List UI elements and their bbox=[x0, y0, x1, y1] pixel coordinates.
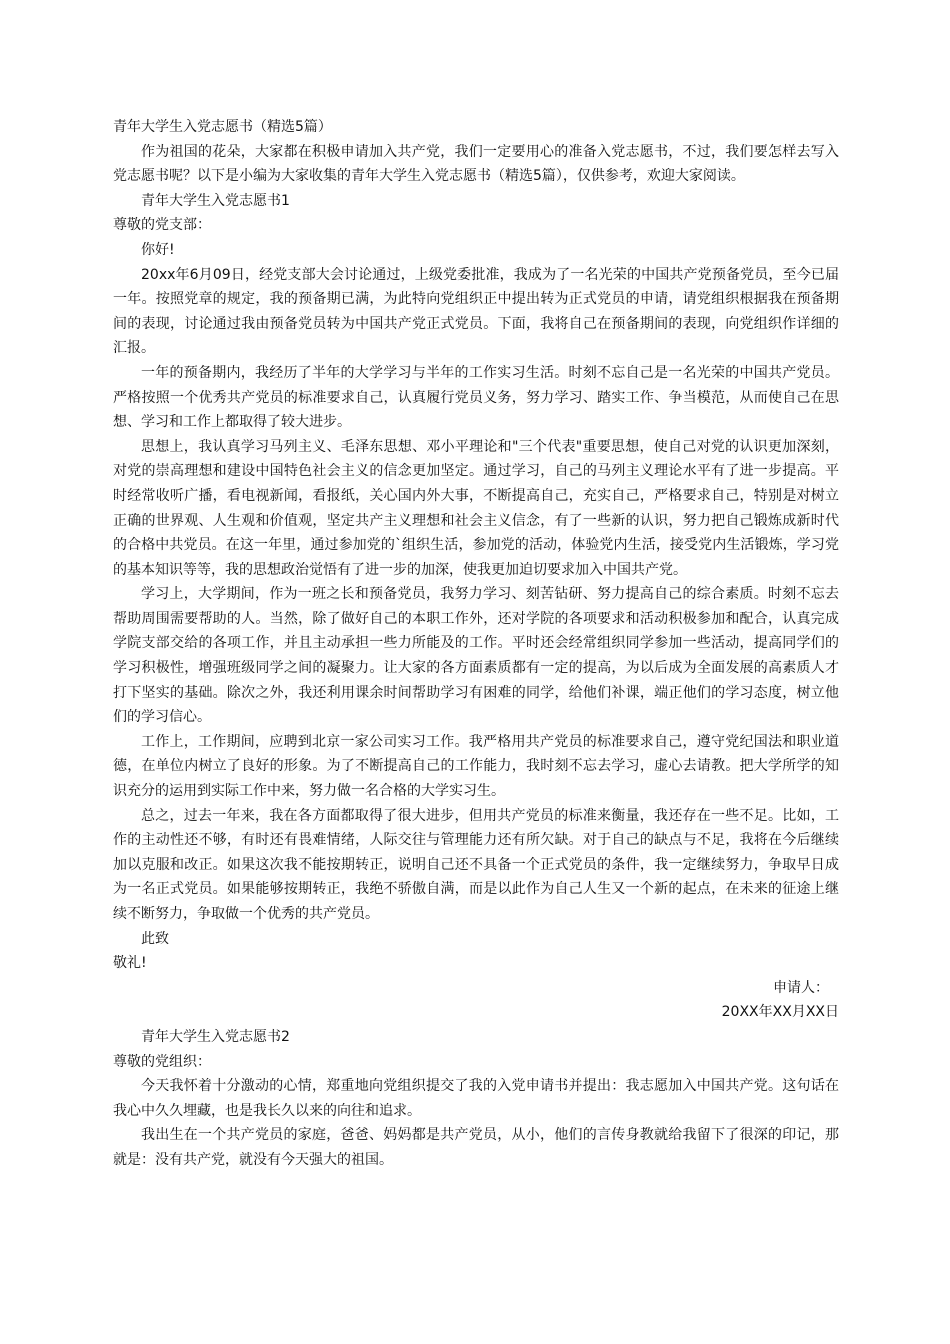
letter2-salutation: 尊敬的党组织： bbox=[113, 1053, 211, 1070]
letter1-heading: 青年大学生入党志愿书1 bbox=[141, 192, 290, 209]
document-body bbox=[113, 115, 839, 1173]
letter1-paragraph: 学习上，大学期间，作为一班之长和预备党员，我努力学习、刻苦钻研、努力提高自己的综合素质。时刻不忘去帮助周围需要帮助的人。当然，除了做好自己的本职工作外，还对学院的各项要求和活动积极参加和配合，认真完成学院支部交给的各项工作，并且主动承担一些力所能及的工作。平时还会经常组织同学参加一些活动，提高同学们的学习积极性，增强班级同学之间的凝聚力。让大家的各方面素质都有一定的提高，为以后成为全面发展的高素质人才打下坚实的基础。除次之外，我还利用课余时间帮助学习有困难的同学，给他们补课，端正他们的学习态度，树立他们的学习信心。 bbox=[113, 586, 839, 726]
letter2-heading: 青年大学生入党志愿书2 bbox=[141, 1028, 290, 1045]
letter1-greeting: 你好! bbox=[141, 241, 175, 258]
letter1-paragraph: 20xx年6月09日，经党支部大会讨论通过，上级党委批准，我成为了一名光荣的中国共产党预备党员，至今已届一年。按照党章的规定，我的预备期已满，为此特向党组织正中提出转为正式党员的申请，请党组织根据我在预备期间的表现，讨论通过我由预备党员转为中国共产党正式党员。下面，我将自己在预备期间的表现，向党组织作详细的汇报。 bbox=[113, 266, 839, 357]
letter1-regards: 敬礼! bbox=[113, 955, 147, 972]
document-title: 青年大学生入党志愿书（精选5篇） bbox=[113, 119, 332, 135]
letter1-salutation: 尊敬的党支部： bbox=[113, 217, 211, 234]
letter1-paragraph: 思想上，我认真学习马列主义、毛泽东思想、邓小平理论和"三个代表"重要思想，使自己对党的认识更加深刻，对党的崇高理想和建设中国特色社会主义的信念更加坚定。通过学习，自己的马列主义理论水平有了进一步提高。平时经常收听广播，看电视新闻，看报纸，关心国内外大事，不断提高自己，充实自己，严格要求自己，特别是对树立正确的世界观、人生观和价值观，坚定共产主义理想和社会主义信念，有了一些新的认识，努力把自己锻炼成新时代的合格中共党员。在这一年里，通过参加党的`组织生活，参加党的活动，体验党内生活，接受党内生活锻炼，学习党的基本知识等等，我的思想政治觉悟有了进一步的加深，使我更加迫切要求加入中国共产党。 bbox=[113, 438, 839, 578]
letter1-paragraph: 总之，过去一年来，我在各方面都取得了很大进步，但用共产党员的标准来衡量，我还存在一些不足。比如，工作的主动性还不够，有时还有畏难情绪，人际交往与管理能力还有所欠缺。对于自己的缺点与不足，我将在今后继续加以克服和改正。如果这次我不能按期转正，说明自己还不具备一个正式党员的条件，我一定继续努力，争取早日成为一名正式党员。如果能够按期转正，我绝不骄傲自满，而是以此作为自己人生又一个新的起点，在未来的征途上继续不断努力，争取做一个优秀的共产党员。 bbox=[113, 807, 839, 922]
letter1-paragraph: 工作上，工作期间，应聘到北京一家公司实习工作。我严格用共产党员的标准要求自己，遵守党纪国法和职业道德，在单位内树立了良好的形象。为了不断提高自己的工作能力，我时刻不忘去学习，虚心去请教。把大学所学的知识充分的运用到实际工作中来，努力做一名合格的大学实习生。 bbox=[113, 733, 839, 800]
letter1-closing: 此致 bbox=[141, 930, 169, 947]
intro-paragraph: 作为祖国的花朵，大家都在积极申请加入共产党，我们一定要用心的准备入党志愿书，不过，我们要怎样去写入党志愿书呢？以下是小编为大家收集的青年大学生入党志愿书（精选5篇），仅供参考，欢迎大家阅读。 bbox=[113, 143, 839, 185]
letter1-applicant-label: 申请人： bbox=[773, 979, 829, 996]
letter1-date: 20XX年XX月XX日 bbox=[721, 1004, 839, 1021]
letter1-paragraph: 一年的预备期内，我经历了半年的大学学习与半年的工作实习生活。时刻不忘自己是一名光荣的中国共产党员。严格按照一个优秀共产党员的标准要求自己，认真履行党员义务，努力学习、踏实工作、争当模范，从而使自己在思想、学习和工作上都取得了较大进步。 bbox=[113, 364, 839, 431]
letter2-paragraph: 今天我怀着十分激动的心情，郑重地向党组织提交了我的入党申请书并提出：我志愿加入中国共产党。这句话在我心中久久埋藏，也是我长久以来的向往和追求。 bbox=[113, 1078, 839, 1119]
letter2-paragraph: 我出生在一个共产党员的家庭，爸爸、妈妈都是共产党员，从小，他们的言传身教就给我留下了很深的印记，那就是：没有共产党，就没有今天强大的祖国。 bbox=[113, 1127, 839, 1168]
